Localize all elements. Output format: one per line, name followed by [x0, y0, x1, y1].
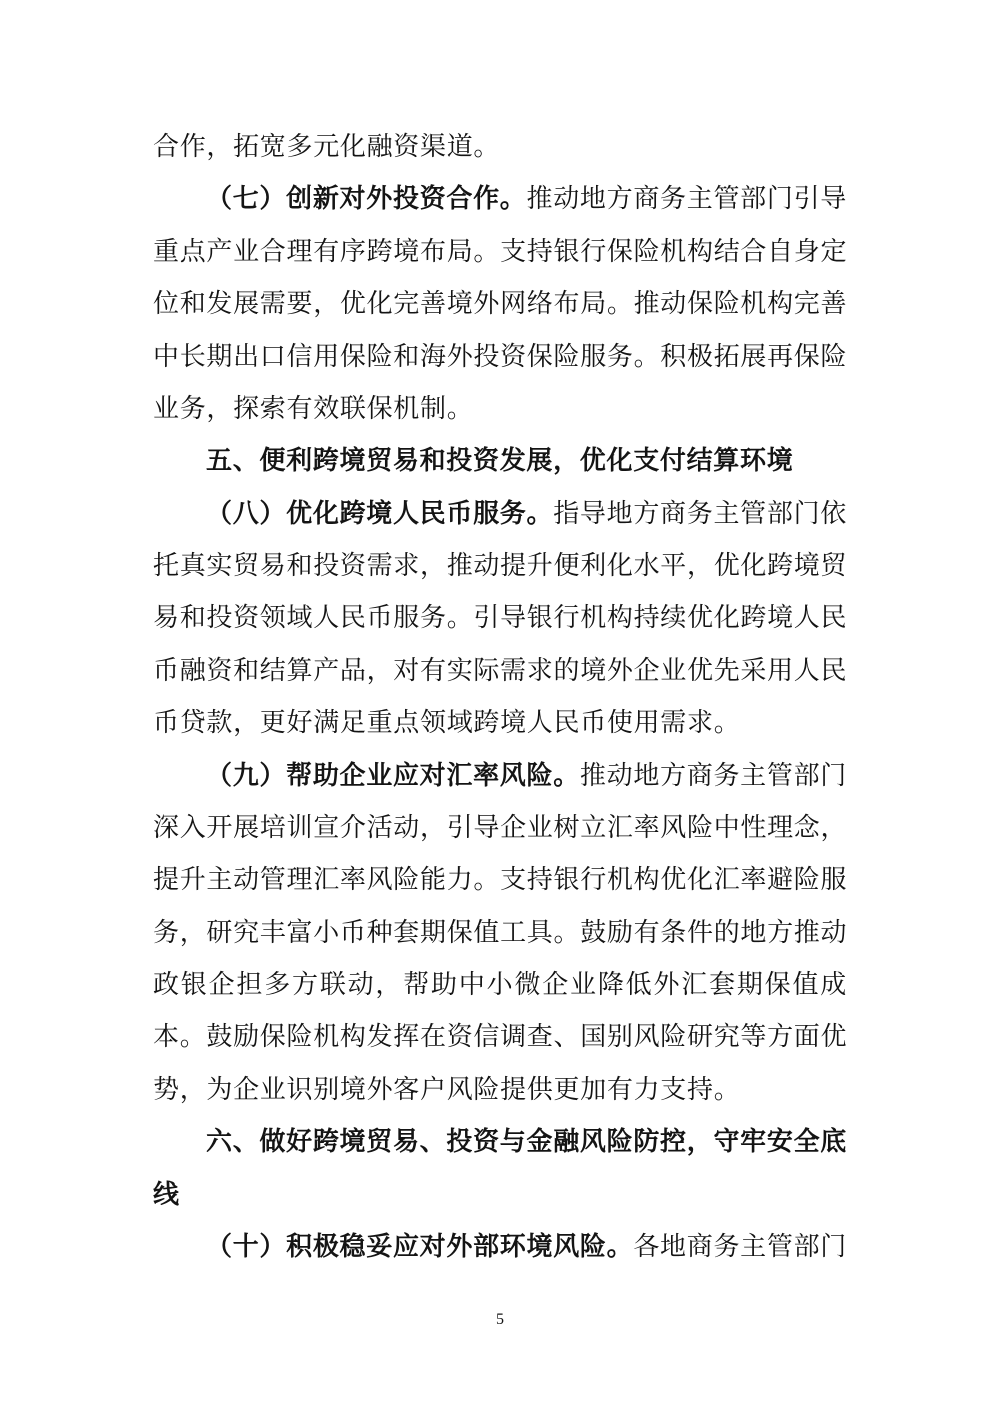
- line-text: 业务，探索有效联保机制。: [153, 393, 474, 424]
- line-text: 中长期出口信用保险和海外投资保险服务。积极拓展再保险: [153, 341, 847, 372]
- text-line: [153, 1011, 847, 1063]
- line-text: 易和投资领域人民币服务。引导银行机构持续优化跨境人民: [153, 603, 847, 634]
- line-text: 各地商务主管部门: [633, 1231, 847, 1262]
- text-line: [153, 1064, 847, 1116]
- line-text: 重点产业合理有序跨境布局。支持银行保险机构结合自身定: [153, 236, 847, 267]
- page-number: 5: [496, 1311, 504, 1328]
- chapter-heading-continued: [153, 1169, 847, 1221]
- heading-text: 线: [153, 1179, 180, 1210]
- line-text: 势，为企业识别境外客户风险提供更加有力支持。: [153, 1074, 741, 1105]
- text-line: [153, 802, 847, 854]
- text-line: [153, 645, 847, 697]
- heading-text: 五、便利跨境贸易和投资发展，优化支付结算环境: [206, 446, 794, 477]
- text-line: [153, 488, 847, 540]
- text-line: [153, 697, 847, 749]
- text-line: [153, 383, 847, 435]
- text-line: [153, 331, 847, 383]
- text-line: [153, 854, 847, 906]
- line-text: 币融资和结算产品，对有实际需求的境外企业优先采用人民: [153, 655, 847, 686]
- line-text: 位和发展需要，优化完善境外网络布局。推动保险机构完善: [153, 289, 847, 320]
- text-line: [153, 750, 847, 802]
- section-title: （八）优化跨境人民币服务。: [206, 498, 554, 529]
- section-title: （九）帮助企业应对汇率风险。: [206, 760, 580, 791]
- text-line: [153, 121, 847, 173]
- line-text: 合作，拓宽多元化融资渠道。: [153, 132, 501, 162]
- line-text: 币贷款，更好满足重点领域跨境人民币使用需求。: [153, 708, 741, 739]
- section-title: （十）积极稳妥应对外部环境风险。: [206, 1231, 634, 1262]
- line-text: 政银企担多方联动，帮助中小微企业降低外汇套期保值成: [153, 970, 847, 1000]
- line-text: 推动地方商务主管部门引导: [526, 184, 847, 215]
- heading-text: 六、做好跨境贸易、投资与金融风险防控，守牢安全底: [206, 1127, 847, 1158]
- text-line: [153, 540, 847, 592]
- line-text: 深入开展培训宣介活动，引导企业树立汇率风险中性理念，: [153, 812, 847, 843]
- section-title: （七）创新对外投资合作。: [206, 184, 527, 215]
- line-text: 务，研究丰富小币种套期保值工具。鼓励有条件的地方推动: [153, 917, 847, 948]
- text-line: [153, 226, 847, 278]
- text-line: [153, 907, 847, 959]
- text-line: [153, 959, 847, 1011]
- line-text: 托真实贸易和投资需求，推动提升便利化水平，优化跨境贸: [153, 551, 847, 581]
- text-line: [153, 1221, 847, 1273]
- line-text: 本。鼓励保险机构发挥在资信调查、国别风险研究等方面优: [153, 1022, 847, 1053]
- document-body: [153, 121, 847, 1273]
- chapter-heading: [153, 435, 847, 487]
- line-text: 指导地方商务主管部门依: [553, 498, 847, 529]
- text-line: [153, 173, 847, 225]
- text-line: [153, 278, 847, 330]
- chapter-heading: [153, 1116, 847, 1168]
- line-text: 推动地方商务主管部门: [579, 760, 847, 791]
- line-text: 提升主动管理汇率风险能力。支持银行机构优化汇率避险服: [153, 865, 847, 896]
- text-line: [153, 592, 847, 644]
